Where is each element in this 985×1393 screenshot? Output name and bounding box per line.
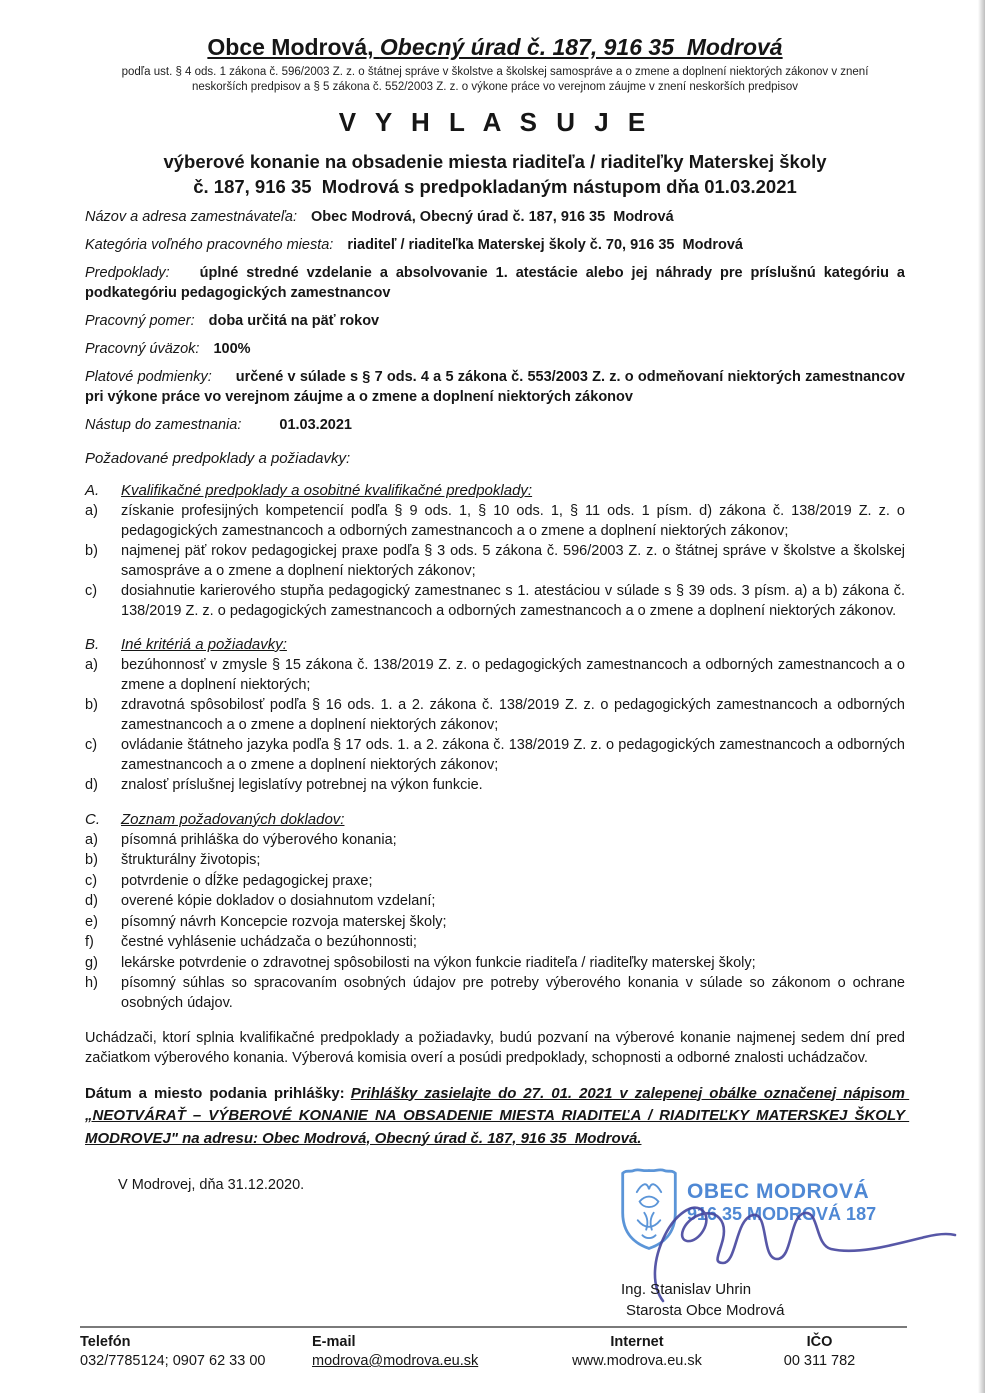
list-item-text: bezúhonnosť v zmysle § 15 zákona č. 138/2019 Z. z. o pedagogických zamestnancoch a odborných zamestnancoch a o zmene a doplnení niektorých;	[121, 657, 905, 693]
list-item-text: dosiahnutie karierového stupňa pedagogický zamestnanec s 1. atestáciou v súlade s § 39 ods. 3 písm. a) a b) zákona č. 138/2019 Z. z. o pedagogických zamestnancoch a odborných zamestnancoch a o zmene a doplnení niektorých zákonov.	[121, 583, 905, 619]
signer-title: Starosta Obce Modrová	[626, 1302, 785, 1319]
list-item	[85, 872, 905, 892]
list-item	[85, 974, 905, 1013]
list-item	[85, 542, 905, 581]
list-item-letter: d)	[85, 893, 98, 909]
field-prerequisites	[85, 263, 905, 303]
field-value: 100%	[213, 341, 251, 357]
field-label: Pracovný úväzok:	[85, 341, 200, 357]
section-title: Iné kritériá a požiadavky:	[121, 636, 287, 653]
field-label: Názov a adresa zamestnávateľa:	[85, 209, 298, 225]
list-item-text: zdravotná spôsobilosť podľa § 16 ods. 1. a 2. zákona č. 138/2019 Z. z. o pedagogických zamestnancoch a odborných zamestnancoch a o zmene a doplnení niektorých zákonov;	[121, 697, 905, 733]
list-item	[85, 892, 905, 912]
list-item-letter: f)	[85, 934, 94, 950]
legal-basis-note	[85, 65, 905, 95]
footer-phone-label: Telefón	[80, 1334, 131, 1350]
field-start-date	[85, 415, 905, 435]
footer-ico-label: IČO	[806, 1334, 833, 1350]
stamp-text-line1: OBEC MODROVÁ	[687, 1180, 870, 1203]
section-letter: C.	[85, 810, 100, 828]
list-item-text: písomná prihláška do výberového konania;	[121, 831, 397, 848]
legal-line-2: neskorších predpisov a § 5 zákona č. 552/2003 Z. z. o výkone práce vo verejnom záujme v znení neskorších predpisov	[192, 81, 798, 93]
section-title-row	[85, 481, 905, 501]
list-item	[85, 502, 905, 541]
section-title: Kvalifikačné predpoklady a osobitné kvalifikačné predpoklady:	[121, 482, 533, 499]
list-item-letter: b)	[85, 852, 98, 868]
list-item-text: ovládanie štátneho jazyka podľa § 17 ods. 1. a 2. zákona č. 138/2019 Z. z. o pedagogických zamestnancoch a odborných zamestnancoch a o zmene a doplnení niektorých zákonov;	[121, 737, 905, 773]
list-item	[85, 696, 905, 735]
field-employment-type	[85, 311, 905, 331]
field-employer	[85, 207, 905, 227]
list-item-letter: h)	[85, 975, 98, 991]
footer-ico-value: 00 311 782	[783, 1353, 856, 1369]
list-item-text: písomný súhlas so spracovaním osobných údajov pre potreby výberového konania v súlade so zákonom o ochrane osobných údajov.	[121, 975, 905, 1011]
list-item-text: najmenej päť rokov pedagogickej praxe podľa § 3 ods. 5 zákona č. 596/2003 Z. z. o štátnej správe v školstve a školskej samospráve a o zmene a doplnení niektorých zákonov;	[121, 543, 905, 579]
field-value: určené v súlade s § 7 ods. 4 a 5 zákona č. 553/2003 Z. z. o odmeňovaní niektorých zamestnancov pri výkone práce vo verejnom záujme a o zmene a doplnení niektorých zákonov	[85, 369, 905, 405]
field-label: Platové podmienky:	[85, 369, 212, 385]
section-qualifications	[85, 481, 905, 621]
list-item	[85, 851, 905, 871]
list-item-letter: d)	[85, 777, 98, 793]
document-title	[85, 34, 905, 61]
requirements-heading: Požadované predpoklady a požiadavky:	[85, 450, 351, 467]
footer-email-value: modrova@modrova.eu.sk	[312, 1353, 479, 1369]
footer-ico	[732, 1334, 907, 1369]
list-item-letter: a)	[85, 657, 98, 673]
place-date: V Modrovej, dňa 31.12.2020.	[118, 1177, 305, 1193]
closing-paragraph: Uchádzači, ktorí splnia kvalifikačné predpoklady a požiadavky, budú pozvaní na výberové konanie najmenej sedem dní pred začiatkom výberového konania. Výberová komisia overí a posúdi predpoklady, schopnosti a odborné znalosti uchádzačov.	[85, 1030, 905, 1066]
list-item-letter: a)	[85, 503, 98, 519]
field-salary	[85, 367, 905, 407]
field-label: Predpoklady:	[85, 265, 170, 281]
section-title-row	[85, 635, 905, 655]
list-item	[85, 736, 905, 775]
submission-paragraph	[85, 1083, 910, 1151]
list-item-text: získanie profesijných kompetencií podľa § 9 ods. 1, § 10 ods. 1, § 11 ods. 1 písm. d) zákona č. 138/2019 Z. z. o pedagogických zamestnancoch a odborných zamestnancoch a o zmene a doplnení niektorých zákonov;	[121, 503, 905, 539]
announce-heading: V Y H L A S U J E	[338, 107, 652, 137]
list-item	[85, 954, 905, 974]
submission-label: Dátum a miesto podania prihlášky:	[85, 1084, 345, 1102]
footer-phone	[80, 1334, 312, 1369]
list-item	[85, 831, 905, 851]
section-other-criteria	[85, 635, 905, 796]
list-item-text: písomný návrh Koncepcie rozvoja materskej školy;	[121, 913, 447, 930]
footer-email-label: E-mail	[312, 1334, 356, 1350]
list-item-text: lekárske potvrdenie o zdravotnej spôsobilosti na výkon funkcie riaditeľa / riaditeľky materskej školy;	[121, 954, 756, 971]
field-value: doba určitá na päť rokov	[208, 313, 380, 329]
list-item	[85, 933, 905, 953]
field-label: Pracovný pomer:	[85, 313, 195, 329]
list-item-text: overené kópie dokladov o dosiahnutom vzdelaní;	[121, 893, 436, 909]
field-value: riaditeľ / riaditeľka Materskej školy č. 70, 916 35 Modrová	[347, 237, 743, 253]
list-item	[85, 656, 905, 695]
title-address: Obecný úrad č. 187, 916 35 Modrová	[379, 34, 783, 60]
footer-internet-label: Internet	[610, 1334, 664, 1350]
submission-text: Prihlášky zasielajte do 27. 01. 2021 v zalepenej obálke označenej nápisom „NEOTVÁRAŤ – VÝBEROVÉ KONANIE NA OBSADENIE MIESTA RIADITEĽA / RIADITEĽKY MATERSKEJ ŠKOLY MODROVEJ" na adresu: Obec Modrová, Obecný úrad č. 187, 916 35 Modrová.	[85, 1084, 910, 1147]
title-org: Obce Modrová,	[207, 34, 374, 60]
section-title: Zoznam požadovaných dokladov:	[121, 810, 345, 828]
field-label: Nástup do zamestnania:	[85, 417, 242, 433]
field-value: 01.03.2021	[279, 417, 352, 433]
list-item-text: potvrdenie o dĺžke pedagogickej praxe;	[121, 872, 373, 889]
vacancy-subtitle	[85, 149, 905, 199]
footer	[80, 1326, 907, 1369]
field-value: Obec Modrová, Obecný úrad č. 187, 916 35 Modrová	[311, 209, 674, 225]
list-item-letter: c)	[85, 583, 98, 599]
list-item-letter: g)	[85, 954, 98, 971]
signature-area	[85, 1165, 905, 1343]
list-item-letter: a)	[85, 831, 98, 848]
list-item-text: štrukturálny životopis;	[121, 852, 261, 868]
list-item-letter: b)	[85, 697, 98, 713]
list-item-text: čestné vyhlásenie uchádzača o bezúhonnosti;	[121, 934, 417, 950]
list-item	[85, 913, 905, 933]
list-item	[85, 776, 905, 796]
section-letter: B.	[85, 636, 100, 653]
list-item-letter: e)	[85, 913, 98, 930]
scan-edge-artifact	[978, 0, 985, 1393]
section-title-row	[85, 810, 905, 830]
legal-line-1: podľa ust. § 4 ods. 1 zákona č. 596/2003 Z. z. o štátnej správe v školstve a školskej samospráve a o zmene a doplnení niektorých zákonov v znení	[121, 66, 869, 78]
footer-email	[312, 1334, 542, 1369]
field-workload	[85, 339, 905, 359]
list-item-letter: c)	[85, 872, 98, 889]
footer-internet-value: www.modrova.eu.sk	[572, 1353, 702, 1369]
list-item-letter: b)	[85, 543, 98, 559]
signer-name: Ing. Stanislav Uhrin	[621, 1281, 752, 1298]
vacancy-subtitle-line2: č. 187, 916 35 Modrová s predpokladaným nástupom dňa 01.03.2021	[193, 176, 797, 197]
footer-internet	[542, 1334, 732, 1369]
stamp-text-line2: 916 35 MODROVÁ 187	[687, 1204, 877, 1225]
footer-phone-value: 032/7785124; 0907 62 33 00	[80, 1353, 266, 1369]
field-label: Kategória voľného pracovného miesta:	[85, 237, 334, 253]
signer-block	[621, 1279, 784, 1321]
field-category	[85, 235, 905, 255]
vacancy-subtitle-line1: výberové konanie na obsadenie miesta riaditeľa / riaditeľky Materskej školy	[163, 151, 827, 172]
field-value: úplné stredné vzdelanie a absolvovanie 1. atestácie alebo jej náhrady pre príslušnú kategóriu a podkategóriu pedagogických zamestnancov	[85, 265, 905, 301]
section-letter: A.	[85, 482, 100, 499]
section-documents	[85, 810, 905, 1014]
list-item-text: znalosť príslušnej legislatívy potrebnej na výkon funkcie.	[121, 777, 483, 793]
list-item-letter: c)	[85, 737, 98, 753]
list-item	[85, 582, 905, 621]
